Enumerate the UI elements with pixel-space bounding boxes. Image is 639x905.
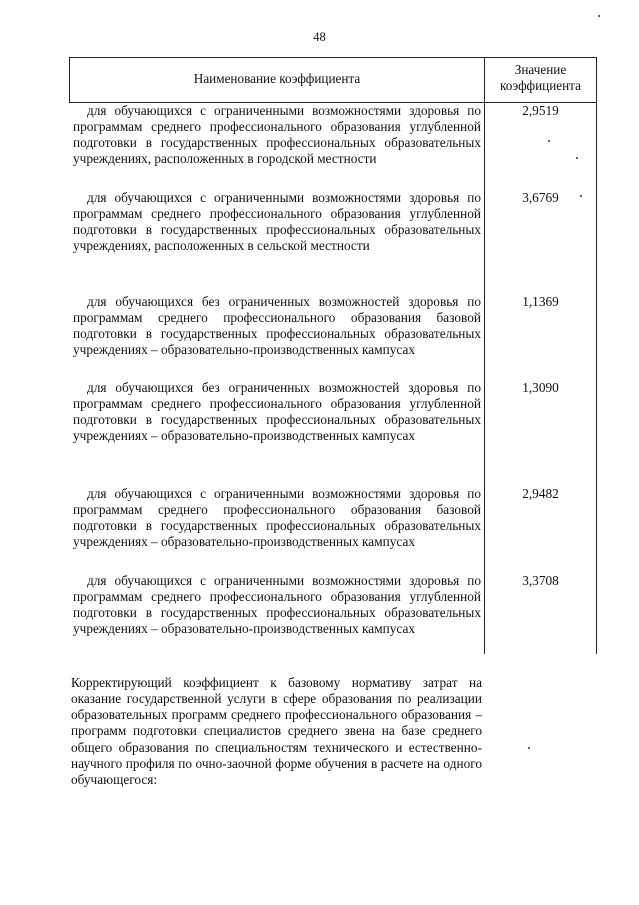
table-row-4-value: 1,3090 (522, 380, 559, 395)
table-row-2-value: 3,6769 (522, 190, 559, 205)
table-row-6-text: для обучающихся с ограниченными возможностями здоровья по программам среднего профессионального образования углубленной подготовки в государственных профессиональных образовательных учреждениях – образовательно-производственных кампусах (73, 573, 481, 637)
header-coefficient-name: Наименование коэффициента (193, 71, 361, 86)
table-row-6-value: 3,3708 (522, 573, 559, 588)
scan-speck (598, 15, 600, 17)
scan-speck (580, 195, 582, 197)
scan-speck (548, 140, 550, 142)
table-row-3-value: 1,1369 (522, 294, 559, 309)
footer-paragraph: Корректирующий коэффициент к базовому нормативу затрат на оказание государственной услуги в сфере образования по реализации образовательных программ среднего профессионального образования – программ подготовки специалистов среднего звена на базе среднего общего образования по специальностям технического и естественно-научного профиля по очно-заочной форме обучения в расчете на одного обучающегося: (71, 675, 482, 787)
table-row-5-value: 2,9482 (522, 486, 559, 501)
header-value-line1: Значение (514, 62, 567, 77)
scan-speck (576, 157, 578, 159)
table-row-1-text: для обучающихся с ограниченными возможностями здоровья по программам среднего профессионального образования углубленной подготовки в государственных профессиональных образовательных учреждениях, расположенных в городской местности (73, 103, 481, 167)
table-row-4-text: для обучающихся без ограниченных возможностей здоровья по программам среднего профессионального образования углубленной подготовки в государственных профессиональных образовательных учреждениях – образовательно-производственных кампусах (73, 380, 481, 444)
table-row-1-value: 2,9519 (522, 103, 559, 118)
header-coefficient-value (486, 62, 595, 94)
header-value-line2: коэффициента (500, 78, 581, 93)
table-row-2-text: для обучающихся с ограниченными возможностями здоровья по программам среднего профессионального образования углубленной подготовки в государственных профессиональных образовательных учреждениях, расположенных в сельской местности (73, 190, 481, 254)
table-top-border (69, 57, 597, 58)
table-row-5-text: для обучающихся с ограниченными возможностями здоровья по программам среднего профессионального образования базовой подготовки в государственных профессиональных образовательных учреждениях – образовательно-производственных кампусах (73, 486, 481, 550)
table-column-divider (484, 57, 485, 654)
table-right-border (596, 57, 597, 654)
scan-speck (528, 747, 530, 749)
table-row-3-text: для обучающихся без ограниченных возможностей здоровья по программам среднего профессионального образования базовой подготовки в государственных профессиональных образовательных учреждениях – образовательно-производственных кампусах (73, 294, 481, 358)
page-number: 48 (313, 30, 326, 44)
